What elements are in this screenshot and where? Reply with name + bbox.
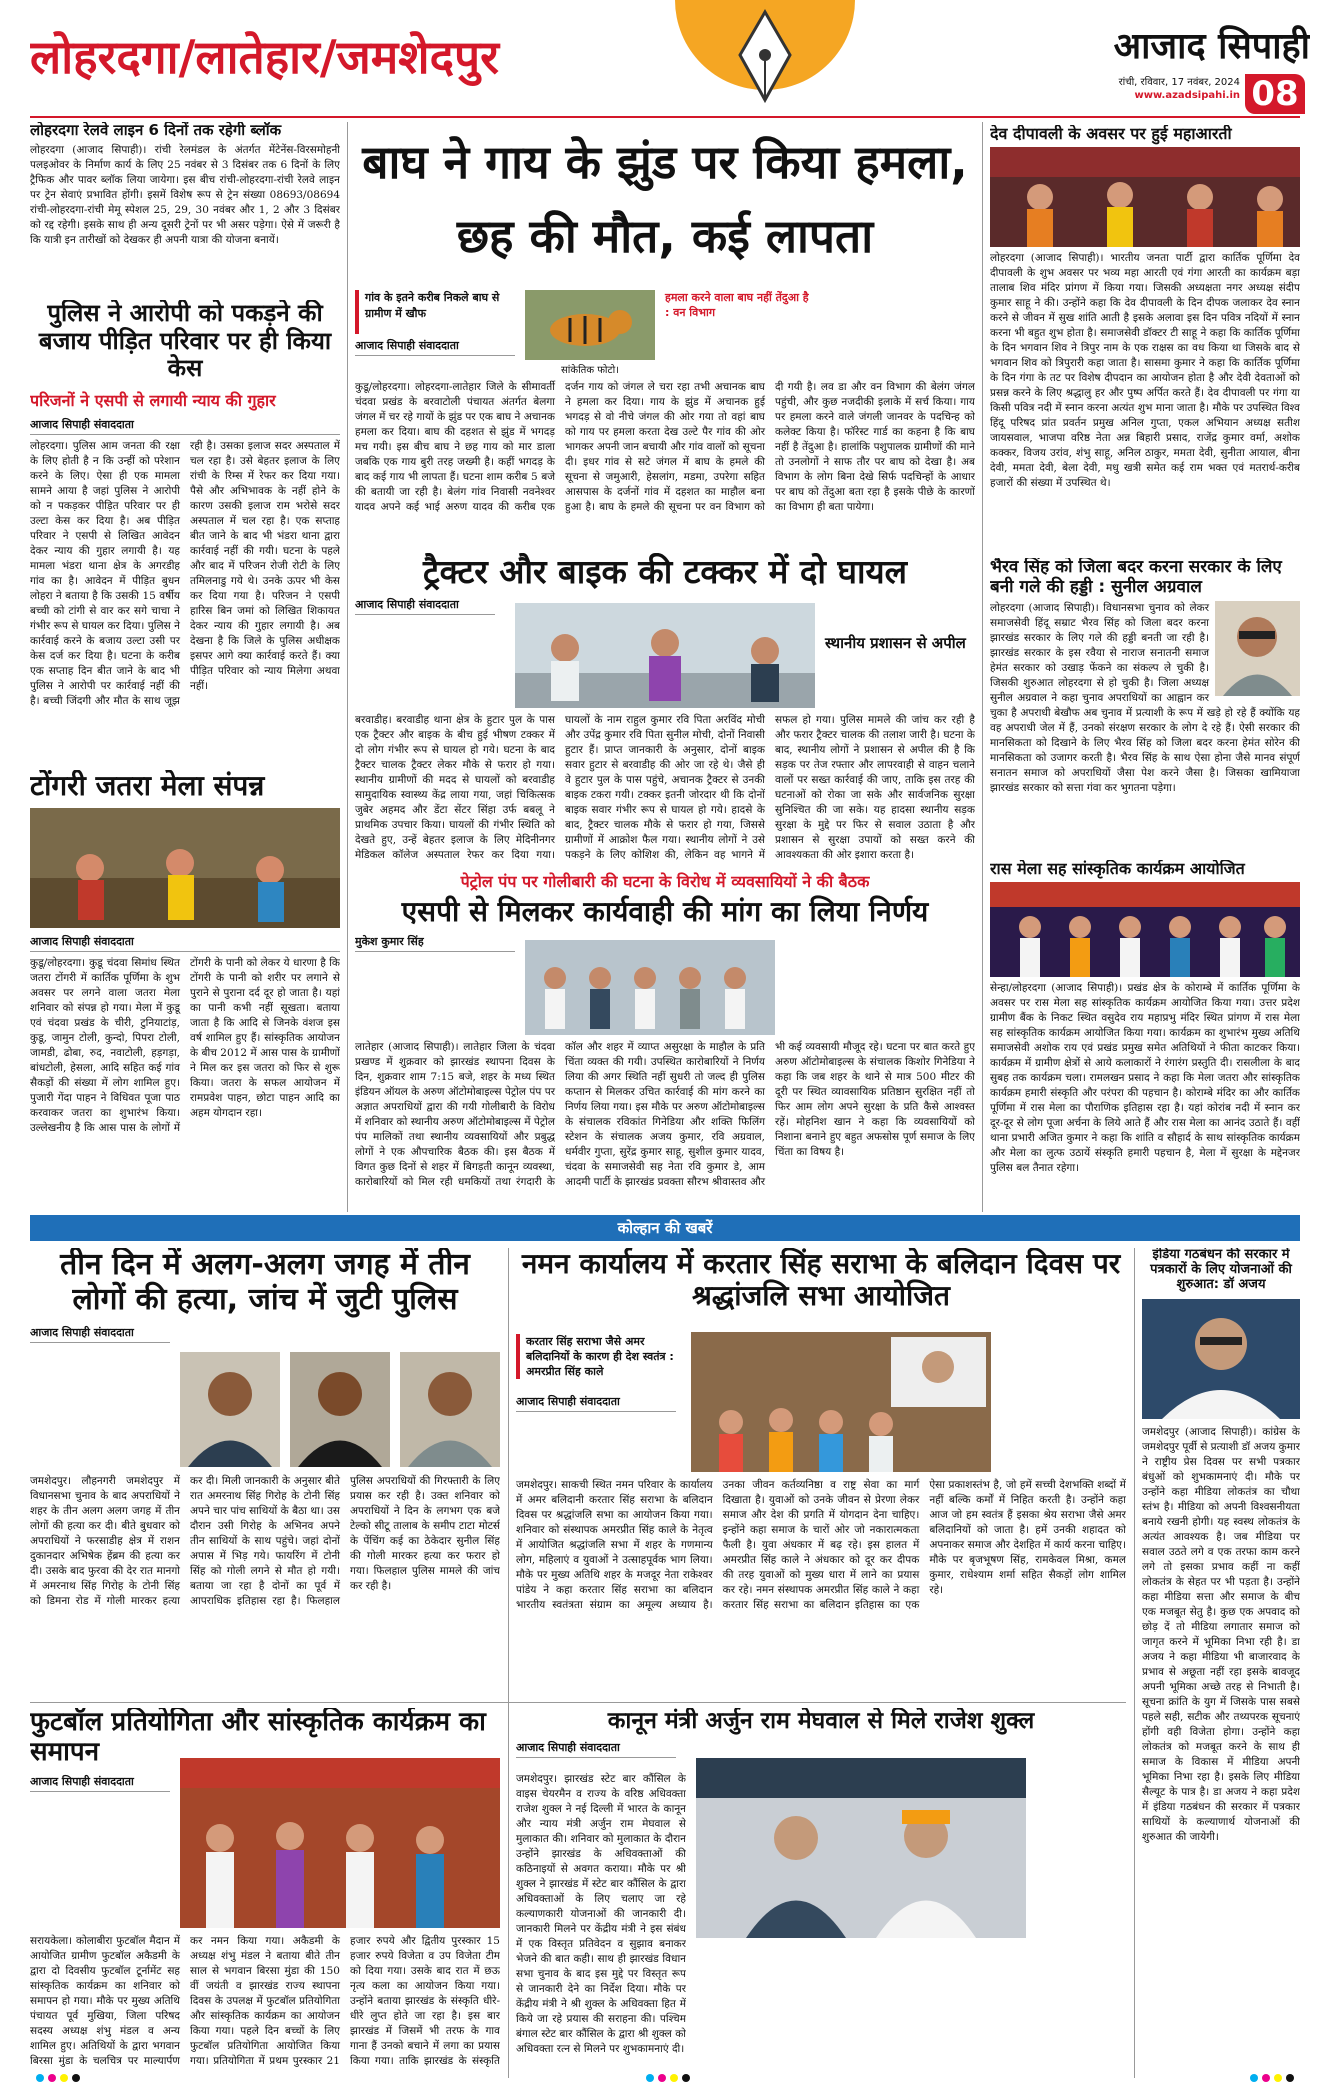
article-body: बरवाडीह। बरवाडीह थाना क्षेत्र के हुटार पुल के पास एक ट्रैक्टर और बाइक के बीच हुई भीषण टक्कर में दो लोग गंभीर रूप से घायल हो गये। घटना के बाद ट्रैक्टर चालक ट्रैक्टर लेकर मौके से फरार हो गया। स्थानीय ग्रामीणों की मदद से घायलों को बरवाडीह सामुदायिक स्वास्थ्य केंद्र लाया गया, जहां चिकित्सक जुबेर अहमद और डेंटा सेंटर सिंहा उर्फ बबलू ने प्राथमिक उपचार किया। घायलों की गंभीर स्थिति को देखते हुए, उन्हें बेहतर इलाज के लिए मेदिनीनगर मेडिकल कॉलेज अस्पताल रेफर कर दिया गया। घायलों के नाम राहुल कुमार रवि पिता अरविंद मोची और उपेंद्र कुमार रवि पिता सुनील मोची, दोनों निवासी हुटार हैं। प्राप्त जानकारी के अनुसार, दोनों बाइक सवार हुटार से बरवाडीह की ओर जा रहे थे। जैसे ही वे हुटार पुल के पास पहुंचे, अचानक ट्रैक्टर से उनकी बाइक टकरा गयी। टक्कर इतनी जोरदार थी कि दोनों बाइक सवार गंभीर रूप से घायल हो गये। हादसे के बाद, ट्रैक्टर चालक मौके से फरार हो गया, जिससे ग्रामीणों में आक्रोश फैल गया। स्थानीय लोगों ने उसे पकड़ने के लिए कोशिश की, लेकिन वह भागने में सफल हो गया। पुलिस मामले की जांच कर रही है और फरार ट्रैक्टर चालक की तलाश जारी है। घटना के बाद, स्थानीय लोगों ने प्रशासन से अपील की है कि सड़क पर तेज रफ्तार और लापरवाही से वाहन चलाने वालों पर सख्त कार्रवाई की जाए, ताकि इस तरह की घटनाओं को रोका जा सके और सार्वजनिक सुरक्षा सुनिश्चित की जा सके। यह हादसा स्थानीय सड़क सुरक्षा के मुद्दे पर फिर से सवाल उठाता है और प्रशासन से सुरक्षा उपायों को सख्त करने की आवश्यकता की ओर इशारा करता है।	[355, 714, 975, 861]
article-body: जमशेदपुर। साकची स्थित नमन परिवार के कार्यालय में अमर बलिदानी करतार सिंह सराभा के बलिदान दिवस पर श्रद्धांजलि सभा का आयोजन किया गया। शनिवार को संस्थापक अमरप्रीत सिंह काले के नेतृत्व में आयोजित श्रद्धांजलि सभा में शहर के गणमान्य लोग, महिलाएं व युवाओं ने उत्साहपूर्वक भाग लिया। मौके पर मुख्य अतिथि शहर के मजदूर नेता राकेश्वर पांडेय ने कहा करतार सिंह सराभा का बलिदान भारतीय स्वतंत्रता संग्राम का अमूल्य अध्याय है। उनका जीवन कर्तव्यनिष्ठा व राष्ट्र सेवा का मार्ग दिखाता है। युवाओं को उनके जीवन से प्रेरणा लेकर समाज और देश की प्रगति में योगदान देना चाहिए। इन्होंने कहा समाज के चारों ओर जो नकारात्मकता फैली है। युवा अंधकार में बढ़ रहे। इस हालत में अमरप्रीत सिंह काले ने अंधकार को दूर कर दीपक की तरह युवाओं को मुख्य धारा में लाने का प्रयास कर रहे। नमन संस्थापक अमरप्रीत सिंह काले ने कहा करतार सिंह सराभा का बलिदान इतिहास का एक ऐसा प्रकाशस्तंभ है, जो हमें सच्ची देशभक्ति शब्दों में नहीं बल्कि कर्मों में निहित करती है। उन्होंने कहा आज जो हम स्वतंत्र हैं इसका श्रेय सराभा जैसे अमर बलिदानियों को जाता है। हमें उनकी शहादत को अपनाकर समाज और देशहित में कार्य करना चाहिए। मौके पर बृजभूषण सिंह, रामकेवल मिश्रा, कमल कुमार, राधेश्याम शर्मा सहित सैकड़ों लोग शामिल रहे।	[516, 1479, 1126, 1611]
headline: भैरव सिंह को जिला बदर करना सरकार के लिए बनी गले की हड्डी : सुनील अग्रवाल	[990, 558, 1282, 597]
byline: आजाद सिपाही संवाददाता	[30, 1325, 170, 1343]
jatra-photo	[30, 808, 340, 928]
article-body: लोहरदगा। पुलिस आम जनता की रक्षा के लिए होती है न कि उन्हीं को परेशान करने के लिए। ऐसा ही एक मामला सामने आया है जहां पुलिस ने आरोपी को न पकड़कर पीड़ित परिवार पर ही उल्टा केस कर दिया है। अब पीड़ित परिवार ने एसपी से लिखित आवेदन देकर न्याय की गुहार लगायी है। यह मामला भंडरा थाना क्षेत्र के अगरडीह गांव का है। आवेदन में पीड़ित बुधन लोहरा ने बताया है कि उसकी 15 वर्षीय बच्ची को टांगी से वार कर सगे चाचा ने गंभीर रूप से घायल कर दिया। पुलिस ने कार्रवाई करने के बजाय उल्टा उसी पर केस दर्ज कर दिया है। घटना के करीब एक सप्ताह दिन बीत जाने के बाद भी पुलिस ने आरोपी पर कार्रवाई नहीं की है। बच्ची जिंदगी और मौत के साथ जूझ रही है। उसका इलाज सदर अस्पताल में चल रहा है। उसे बेहतर इलाज के लिए रांची के रिम्स में रेफर कर दिया गया। पैसे और अभिभावक के नहीं होने के कारण उसकी इलाज राम भरोसे सदर अस्पताल में चल रहा है। एक सप्ताह बीत जाने के बाद भी भंडरा थाना द्वारा कार्रवाई नहीं की गयी। घटना के पहले और बाद में परिजन रोजी रोटी के लिए तमिलनाडु गये थे। उनके ऊपर भी केस कर दिया गया है। परिजन ने एसपी हारिस बिन जमां को लिखित शिकायत देकर न्याय की गुहार लगायी है। अब देखना है कि जिले के पुलिस अधीक्षक इसपर आगे क्या कार्रवाई करते हैं। क्या पीड़ित परिवार को न्याय मिलेगा अथवा नहीं।	[30, 439, 340, 707]
tiger-subhead: हमला करने वाला बाघ नहीं तेंदुआ है : वन विभाग	[665, 291, 809, 319]
headline: इंडिया गठबंधन की सरकार में पत्रकारों के लिए योजनाओं की शुरुआत: डॉ अजय	[1150, 1248, 1292, 1292]
byline: आजाद सिपाही संवाददाता	[516, 1394, 676, 1412]
tiger-article	[355, 290, 975, 550]
headline: देव दीपावली के अवसर पर हुई महाआरती	[990, 125, 1232, 143]
ras-mela-article	[990, 860, 1300, 1210]
column-rule	[347, 122, 348, 1212]
paper-name: आजाद सिपाही	[1113, 26, 1310, 67]
column-rule	[508, 1248, 509, 2078]
headline: पुलिस ने आरोपी को पकड़ने की बजाय पीड़ित परिवार पर ही किया केस	[38, 300, 332, 383]
byline: आजाद सिपाही संवाददाता	[30, 1774, 170, 1792]
article-body: लोहरदगा (आजाद सिपाही)। रांची रेलमंडल के अंतर्गत मेंटेनेंस-विरसमोहनी पलइओवर के निर्माण कार्य के लिए 25 नवंबर से 3 दिसंबर तक 6 दिनों के लिए ट्रैफिक और पावर ब्लॉक लिया जायेगा। इस बीच रांची-लोहरदगा-रांची रेलवे लाइन पर ट्रेन सेवाएं प्रभावित होंगी। इसमें विशेष रूप से ट्रेन संख्या 08693/08694 रांची-लोहरदगा-रांची मेमू स्पेशल 25, 29, 30 नवंबर और 1, 2 और 3 दिसंबर को रद्द रहेगी। इसके साथ ही अन्य दूसरी ट्रेनों पर भी असर पड़ेगा। ऐसे में जरूरी है कि यात्री इन तारीखों को देखकर ही अपनी यात्रा की योजना बनायें।	[30, 144, 340, 247]
ajay-photo	[1142, 1299, 1300, 1419]
tractor-subhead: स्थानीय प्रशासन से अपील	[825, 634, 966, 652]
byline: आजाद सिपाही संवाददाता	[30, 417, 340, 435]
masthead	[0, 0, 1325, 118]
photo-caption: सांकेतिक फोटो।	[561, 365, 619, 376]
article-body: जमशेदपुर (आजाद सिपाही)। कांग्रेस के जमशेदपुर पूर्वी से प्रत्याशी डॉ अजय कुमार ने राष्ट्रीय प्रेस दिवस पर सभी पत्रकार बंधुओं को शुभकामनाएं दी। मौके पर उन्होंने कहा मीडिया लोकतंत्र का चौथा स्तंभ है। मीडिया को अपनी विश्वसनीयता बनाये रखनी होगी। यह स्वस्थ लोकतंत्र के अत्यंत आवश्यक है। जब मीडिया पर सवाल उठते लगे व एक तरफा काम करने लगे तो इसका प्रभाव कहीं ना कहीं लोकतंत्र के सेहत पर भी पड़ता है। उन्होंने कहा मीडिया सत्ता और समाज के बीच एक मजबूत सेतु है। कुछ एक अपवाद को छोड़ दें तो मीडिया लगातार समाज को जागृत करने में भूमिका निभा रही है। डा अजय ने कहा मीडिया भी बाजारवाद के प्रभाव से अछूता नहीं रहा इसके बावजूद अपनी भूमिका अच्छे तरह से निभाती है। सूचना क्रांति के युग में जिसके पास सबसे पहले सही, सटीक और तथ्यपरक सूचनाएं होंगी वही विजेता होगा। उन्होंने कहा लोकतंत्र को मजबूत करने के साथ ही समाज के विकास में मीडिया अपनी भूमिका निभा रहा है। इसके लिए मीडिया सैल्यूट के पात्र है। डा अजय ने कहा प्रदेश में इंडिया गठबंधन की सरकार में पत्रकार साथियों के कल्याणार्थ योजनाओं की शुरुआत की जायेगी।	[1142, 1425, 1300, 1843]
three-murders-article	[30, 1248, 500, 1698]
article-body: लोहरदगा (आजाद सिपाही)। विधानसभा चुनाव को लेकर समाजसेवी हिंदू सम्राट भैरव सिंह को जिला बदर करना झारखंड सरकार के लिए गले की हड्डी बनती जा रही है। झारखंड सरकार के इस रवैया से नाराज सनातनी समाज हेमंत सरकार को उखाड़ फेंकने का संकल्प ले चुकी है। जिसकी शुरुआत लोहरदगा से हो चुकी है। जिला अध्यक्ष सुनील अग्रवाल ने कहा चुनाव अपराधियों का आह्वान कर चुका है अपराधी बेखौफ अब चुनाव में प्रत्याशी के रूप में खड़े हो रहे हैं क्योंकि यह वह अपराधी जेल में हैं, उनको संरक्षण सरकार के लोग दे रहे हैं। ऐसी सरकार की मानसिकता को दिखाने के लिए भैरव सिंह को जिला बदर करना हेमंत सोरेन की मानसिकता को उजागर करती है। भैरव सिंह के साथ ऐसा होना जैसे मानव संपूर्ण सनातन समाज को अपराधियों जैसा पेश करने जैसा है। जिसका खामियाजा झारखंड सरकार को सत्ता गंवा कर भुगतना पड़ेगा।	[990, 602, 1300, 795]
article-body: कुडू/लोहरदगा। कुडू चंदवा सिमांध स्थित जतरा टोंगरी में कार्तिक पूर्णिमा के शुभ अवसर पर लगने वाला जतरा मेला शनिवार को संपन्न हो गया। मेला में कुडू एवं चंदवा प्रखंड के चीरी, टुनियाटांड़, कुडू, जामुन टोली, कुन्दो, पिपरा टोली, जामडी, ढोबा, रुद, नवाटोली, हड़गड़ा, बांधटोली, हेसला, आदि सहित कई गांव सैकड़ों की संख्या में लोग शामिल हुए। पुजारी गेंदा पाहन ने विधिवत पूजा पाठ करवाकर जतरा का शुभारंभ किया। उल्लेखनीय है कि आस पास के लोगों में टोंगरी के पानी को लेकर ये धारणा है कि टोंगरी के पानी को शरीर पर लगाने से पुराने से पुराना दर्द दूर हो जाता है। यहां का पानी कभी नहीं सूखता। बताया जाता है कि आदि से जिनके वंशज इस वर्ष शामिल हुए हैं। सांस्कृतिक आयोजन के बीच 2012 में आस पास के ग्रामीणों ने मिल कर इस जतरा को फिर से शुरू किया। जतरा के सफल आयोजन में रामप्रवेश पाहन, छोटा पाहन आदि का अहम योगदान रहा।	[30, 957, 340, 1135]
law-minister-article	[516, 1708, 1126, 2078]
naman-photo	[691, 1332, 991, 1472]
football-photo	[180, 1758, 500, 1928]
article-body: लोहरदगा (आजाद सिपाही)। भारतीय जनता पार्टी द्वारा कार्तिक पूर्णिमा देव दीपावली के शुभ अवसर पर भव्य महा आरती एवं गंगा आरती का कार्यक्रम बड़ा तालाब शिव मंदिर प्रांगण में किया गया। जिसकी अध्यक्षता नगर अध्यक्ष संदीप कुमार साहू ने की। उन्होंने कहा कि देव दीपावली के दिन दीपक जलाकर देव स्नान करने से जीवन में सुख शांति आती है इसके अलावा इस दिन पवित्र नदियों में स्नान करना भी बहुत शुभ होता है। समाजसेवी डॉक्टर टी साहू ने कहा कि कार्तिक पूर्णिमा के दिन भगवान शिव ने त्रिपुर नाम के एक राक्षस का वध किया था जिसके बाद से भगवान शिव को त्रिपुरारी कहा जाता है। सासमा कुमार ने कहा कि कार्तिक पूर्णिमा के दिन गंगा के तट पर विशेष दीपदान का आयोजन होता है और देवी देवताओं को प्रसन्न करने के लिए श्रद्धालु हर और पुष्प अर्पित करते हैं। देव दीपावली पर गंगा या किसी पवित्र नदी में स्नान करना अत्यंत शुभ माना जाता है। मौके पर उपस्थित विश्व हिंदू परिषद प्रांत प्रवर्तन प्रमुख अनिल गुप्ता, एकल अभियान अध्यक्ष सतीश जायसवाल, भाजपा वरिष्ठ नेता अन्न बिहारी प्रसाद, राजेंद्र कुमार वर्मा, अशोक कक्कर, विजय उरांव, शंभु साहू, अनिल ठाकुर, ममता देवी, सुनीता आयाल, बीना देवी, ममता देवी, बेला देवी, मधु खत्री समेत कई राम भक्त एवं मतरार्थ-करीब हजारों की संख्या में उपस्थित थे।	[990, 252, 1300, 490]
headline: लोहरदगा रेलवे लाइन 6 दिनों तक रहेगी ब्लॉक	[30, 122, 282, 139]
headline: कानून मंत्री अर्जुन राम मेघवाल से मिले राजेश शुक्ल	[607, 1708, 1035, 1734]
article-body-a: जमशेदपुर। झारखंड स्टेट बार कौंसिल के वाइस चेयरमैन व राज्य के वरिष्ठ अधिवक्ता राजेश शुक्ल ने नई दिल्ली में भारत के कानून और न्याय मंत्री अर्जुन राम मेघवाल से मुलाकात की। शनिवार को मुलाकात के दौरान उन्होंने झारखंड के अधिवक्ताओं की कठिनाइयों से अवगत कराया। मौके पर श्री शुक्ल ने झारखंड में स्टेट बार कौंसिल के द्वारा अधिवक्ताओं के लिए चलाए जा रहे कल्याणकारी योजनाओं की जानकारी दी। जानकारी मिलने पर केंद्रीय मंत्री ने इस संबंध में एक विस्तृत प्रतिवेदन व सुझाव बनाकर भेजने की बात कही। साथ ही झारखंड विधान सभा चुनाव के बाद इस मुद्दे पर विस्तृत रूप से जानकारी देने का निर्देश दिया। मौके पर केंद्रीय मंत्री ने श्री शुक्ल के अधिवक्ता हित में किये जा रहे प्रयास की सराहना की। पश्चिम बंगाल स्टेट बार कौंसिल के द्वारा श्री शुक्ल को अधिवक्ता रत्न से मिलने पर शुभकामनाएं दी।	[516, 1773, 686, 2055]
article-body: सरायकेला। कोलाबीरा फुटबॉल मैदान में आयोजित ग्रामीण फुटबॉल अकैडमी के द्वारा दो दिवसीय फुटबॉल टूर्नामेंट सह सांस्कृतिक कार्यक्रम का शनिवार को समापन हो गया। मौके पर मुख्य अतिथि पंचायत पूर्व मुखिया, जिला परिषद सदस्य अध्यक्ष शंभु मंडल व अन्य शामिल हुए। अतिथियों के द्वारा भगवान बिरसा मुंडा के चलचित्र पर माल्यार्पण कर नमन किया गया। अकैडमी के अध्यक्ष शंभु मंडल ने बताया बीते तीन साल से भगवान बिरसा मुंडा की 150 वीं जयंती व झारखंड राज्य स्थापना दिवस के उपलक्ष में फुटबॉल प्रतियोगिता और सांस्कृतिक कार्यक्रम का आयोजन किया गया। पहले दिन बच्चों के लिए फुटबॉल प्रतियोगिता आयोजित किया गया। प्रतियोगिता में प्रथम पुरस्कार 21 हजार रुपये और द्वितीय पुरस्कार 15 हजार रुपये विजेता व उप विजेता टीम को दिया गया। उसके बाद रात में छऊ नृत्य कला का आयोजन किया गया। उन्होंने बताया झारखंड के संस्कृति धीरे-धीरे लुप्त होते जा रहा है। इस बार झारखंड में जिसमें भी तरफ के गाव गाना हैं उनको बचाने में लगा का प्रयास किया गया। ताकि झारखंड के संस्कृति	[30, 1935, 500, 2067]
headline: नमन कार्यालय में करतार सिंह सराभा के बलिदान दिवस पर श्रद्धांजलि सभा आयोजित	[521, 1248, 1121, 1313]
india-alliance-article	[1142, 1248, 1300, 2078]
masthead-rule	[30, 116, 1300, 118]
article-body: लातेहार (आजाद सिपाही)। लातेहार जिला के चंदवा प्रखण्ड में शुक्रवार को झारखंड स्थापना दिवस के दिन, शुक्रवार शाम 7:15 बजे, शहर के मध्य स्थित इंडियन ऑयल के अरुण ऑटोमोबाइल्स पेट्रोल पंप पर अज्ञात अपराधियों द्वारा की गयी गोलीबारी के विरोध में शनिवार को स्थानीय अरुण ऑटोमोबाइल्स में पेट्रोल पंप मालिकों तथा स्थानीय व्यवसायियों और प्रबुद्ध लोगों ने एक औपचारिक बैठक की। इस बैठक में विगत कुछ दिनों से शहर में बिगड़ती कानून व्यवस्था, कारोबारियों को मिल रही धमकियों तथा रंगदारी के कॉल और शहर में व्याप्त असुरक्षा के माहौल के प्रति चिंता व्यक्त की गयी। उपस्थित कारोबारियों ने निर्णय लिया की अगर स्थिति नहीं सुधरी तो जल्द ही पुलिस कप्तान से मिलकर उचित कार्रवाई की मांग करने का निर्णय लिया गया। इस मौके पर अरुण ऑटोमोबाइल्स के संचालक रविकांत गिनेडिया और शक्ति फिलिंग स्टेशन के संचालक अजय कुमार, रवि अग्रवाल, धर्मवीर गुप्ता, सुरेंद्र कुमार साहू, सुशील कुमार यादव, चंदवा के समाजसेवी सह नेता रवि कुमार डे, आम आदमी पार्टी के झारखंड प्रवक्ता सौरभ श्रीवास्तव और भी कई व्यवसायी मौजूद रहे। घटना पर बात करते हुए अरुण ऑटोमोबाइल्स के संचालक किशोर गिनेडिया ने कहा कि जब शहर के थाने से मात्र 500 मीटर की दूरी पर स्थित व्यावसायिक प्रतिष्ठान सुरक्षित नहीं तो फिर आम लोग अपने सुरक्षा के प्रति कैसे आश्वस्त रहें। मोहनिश खान ने कहा कि व्यवसायियों को निशाना बनाने हुए बहुत अफसोस पूर्ण समाज के लिए चिंता का विषय है।	[355, 1041, 975, 1188]
tag: गांव के इतने करीब निकले बाघ से ग्रामीण में खौफ	[355, 290, 525, 334]
tiger-photo	[525, 290, 655, 360]
bhairav-singh-article	[990, 558, 1300, 858]
column-rule	[982, 122, 983, 1212]
minister-photo	[696, 1758, 1026, 1938]
agarwal-photo	[1215, 601, 1300, 696]
police-family-article	[30, 300, 340, 770]
article-body: सेन्हा/लोहरदगा (आजाद सिपाही)। प्रखंड क्षेत्र के कोराम्बे में कार्तिक पूर्णिमा के अवसर पर रास मेला सह सांस्कृतिक कार्यक्रम आयोजित किया गया। उत्तर प्रदेश ग्रामीण बैंक के निकट स्थित वसुदेव राय महाप्रभु मंदिर स्थित प्रांगण में रास मेला सह सांस्कृतिक कार्यक्रम आयोजित किया गया। कार्यक्रम का शुभारंभ मुख्य अतिथि समाजसेवी अशोक राय एवं प्रखंड प्रमुख समेत अतिथियों ने फीता काटकर किया। कार्यक्रम में ग्रामीण क्षेत्रों से आये कलाकारों ने रंगारंग प्रस्तुति दी। रासलीला के बाद सुबह तक कार्यक्रम चला। रामलखन प्रसाद ने कहा कि मेला जतरा और सांस्कृतिक कार्यक्रम हमारी संस्कृति और परंपरा की पहचान है। कोराम्बे मंदिर का और कार्तिक पूर्णिमा में रास मेला का पौराणिक इतिहास रहा है। यहां कोरांब नदी में स्नान कर दूर-दूर से लोग पूजा अर्चना के लिये आते हैं और रास मेला का आनंद उठाते हैं। वहीं थाना प्रभारी अजित कुमार ने कहा कि शांति व सौहार्द के साथ सांस्कृतिक कार्यक्रम और मेला का लुत्फ उठायें संस्कृति हमारी पहचान है, मेला में सुरक्षा के मद्देनजर पुलिस बल तैनात रहेगा।	[990, 982, 1300, 1175]
tiger-headline: बाघ ने गाय के झुंड पर किया हमला, छह की मौत, कई लापता	[362, 135, 968, 263]
subhead: परिजनों ने एसपी से लगायी न्याय की गुहार	[30, 390, 276, 410]
headline: ट्रैक्टर और बाइक की टक्कर में दो घायल	[422, 553, 908, 591]
headline: तीन दिन में अलग-अलग जगह में तीन लोगों की हत्या, जांच में जुटी पुलिस	[60, 1248, 470, 1317]
column-rule	[1134, 1248, 1135, 2078]
meeting-photo	[525, 940, 775, 1035]
headline: टोंगरी जतरा मेला संपन्न	[30, 770, 265, 802]
website[interactable]: www.azadsipahi.in	[1134, 90, 1240, 101]
tag: करतार सिंह सराभा जैसे अमर बलिदानियों के कारण ही देश स्वतंत्र : अमरप्रीत सिंह काले	[516, 1334, 686, 1379]
headline: फुटबॉल प्रतियोगिता और सांस्कृतिक कार्यक्रम का समापन	[30, 1708, 486, 1767]
article-body: जमशेदपुर। लौहनगरी जमशेदपुर में विधानसभा चुनाव के बाद अपराधियों ने शहर के तीन अलग अलग जगह में तीन लोगों की हत्या कर दी। बीते बुधवार को अपराधियों ने फरसाडीह क्षेत्र में राशन दुकानदार अभिषेक हेंब्रम की हत्या कर दी। उसके बाद फुरवा की देर रात मानगो में अमरनाथ सिंह गिरोह के टोनी सिंह को डिमना रोड में गोली मारकर हत्या कर दी। मिली जानकारी के अनुसार बीते रात अमरनाथ सिंह गिरोह के टोनी सिंह अपने चार पांच साथियों के बैठा था। उस दौरान उसी गिरोह के अभिनव अपने तीन साथियों के साथ पहुंचे। जहां दोनों अपास में भिड़ गये। फायरिंग में टोनी सिंह को गोली लगने से मौत हो गयी। बताया जा रहा है दोनों का पूर्व में आपराधिक इतिहास रहा है। फिलहाल पुलिस अपराधियों की गिरफ्तारी के लिए प्रयास कर रही है। उक्त शनिवार को अपराधियों ने दिन के लगभग एक बजे टेल्को सीटू तालाब के समीप टाटा मोटर्स के पेंचिंग कई का ठेकेदार सुनील सिंह की गोली मारकर हत्या कर फरार हो गया। फिलहाल पुलिस मामले की जांच कर रही है।	[30, 1475, 500, 1607]
kicker: पेट्रोल पंप पर गोलीबारी की घटना के विरोध में व्यवसायियों ने की बैठक	[460, 872, 870, 891]
naman-office-article	[516, 1248, 1126, 1698]
pen-nib-icon	[665, 0, 865, 110]
byline: आजाद सिपाही संवाददाता	[516, 1740, 676, 1758]
football-article	[30, 1708, 500, 2078]
tongri-jatra-article	[30, 770, 340, 1210]
byline: आजाद सिपाही संवाददाता	[355, 338, 515, 356]
hospital-photo	[515, 603, 815, 708]
tractor-article	[355, 553, 975, 868]
headline: एसपी से मिलकर कार्यवाही की मांग का लिया निर्णय	[401, 895, 929, 928]
byline: मुकेश कुमार सिंह	[355, 934, 515, 952]
dateline: रांची, रविवार, 17 नवंबर, 2024	[1118, 77, 1240, 88]
ras-photo	[990, 882, 1300, 977]
victims-photo	[180, 1352, 500, 1467]
byline: आजाद सिपाही संवाददाता	[30, 934, 340, 952]
page-number: 08	[1245, 74, 1305, 114]
headline: रास मेला सह सांस्कृतिक कार्यक्रम आयोजित	[990, 860, 1245, 878]
row-rule	[30, 1702, 1126, 1703]
railway-block-article	[30, 122, 340, 302]
aarti-photo	[990, 147, 1300, 247]
section-title: लोहरदगा/लातेहार/जमशेदपुर	[30, 30, 499, 84]
article-body: कुडू/लोहरदगा। लोहरदगा-लातेहार जिले के सीमावर्ती चंदवा प्रखंड के बरवाटोली पंचायत अंतर्गत बेलगा जंगल में चर रहे गायों के झुंड पर एक बाघ ने अचानक हमला कर दिया। बाघ की दहशत से झुंड में भगदड़ मच गयी। इस बीच बाघ ने छह गाय को मार डाला जबकि एक गाय बुरी तरह जख्मी है। कहीं भगदड़ के बाद कई गाय भी लापता हैं। घटना शाम करीब 5 बजे की बतायी जा रही है। बेलंग गांव निवासी नवनेश्वर यादव अपने कई भाई अरुण यादव की करीब एक दर्जन गाय को जंगल ले चरा रहा तभी अचानक बाघ ने हमला कर दिया। गाय के झुंड में अचानक हुई भगदड़ से वो नीचे जंगल की ओर गया तो वहां बाघ को गाय पर हमला करता देख उल्टे पैर गांव की ओर भागकर अपनी जान बचायी और गांव वालों को सूचना दी। इधर गांव से सटे जंगल में बाघ के हमले की सूचना से जमुआरी, हेसलांग, मडमा, उपरेगा सहित आसपास के दर्जनों गांव में दहशत का माहौल बना हुआ है। बाघ के हमले की सूचना पर वन विभाग को दी गयी है। लव डा और वन विभाग की बेलंग जंगल पहुंची, और कुछ नजदीकी इलाके में सर्च किया। गाय पर हमला करने वाले जंगली जानवर के पदचिन्ह को कलेक्ट किया है। फॉरेस्ट गार्ड का कहना है कि बाघ नहीं है तेंदुआ है। हालांकि पशुपालक ग्रामीणों की माने तो उनलोगों ने साफ तौर पर बाघ को देखा है। अब विभाग के लोग बिना देखे सिर्फ पदचिन्हों के आधार पर बाघ को तेंदुआ बता रहा है इसके पीछे के कारणों का विभाग ही बता पायेगा।	[355, 381, 975, 513]
dev-deepawali-article	[990, 125, 1300, 555]
petrol-pump-article	[355, 870, 975, 1210]
byline: आजाद सिपाही संवाददाता	[355, 597, 495, 615]
print-registration-dots	[30, 2070, 1300, 2084]
section-band	[30, 1215, 1300, 1241]
section-band-title: कोल्हान की खबरें	[617, 1219, 713, 1237]
